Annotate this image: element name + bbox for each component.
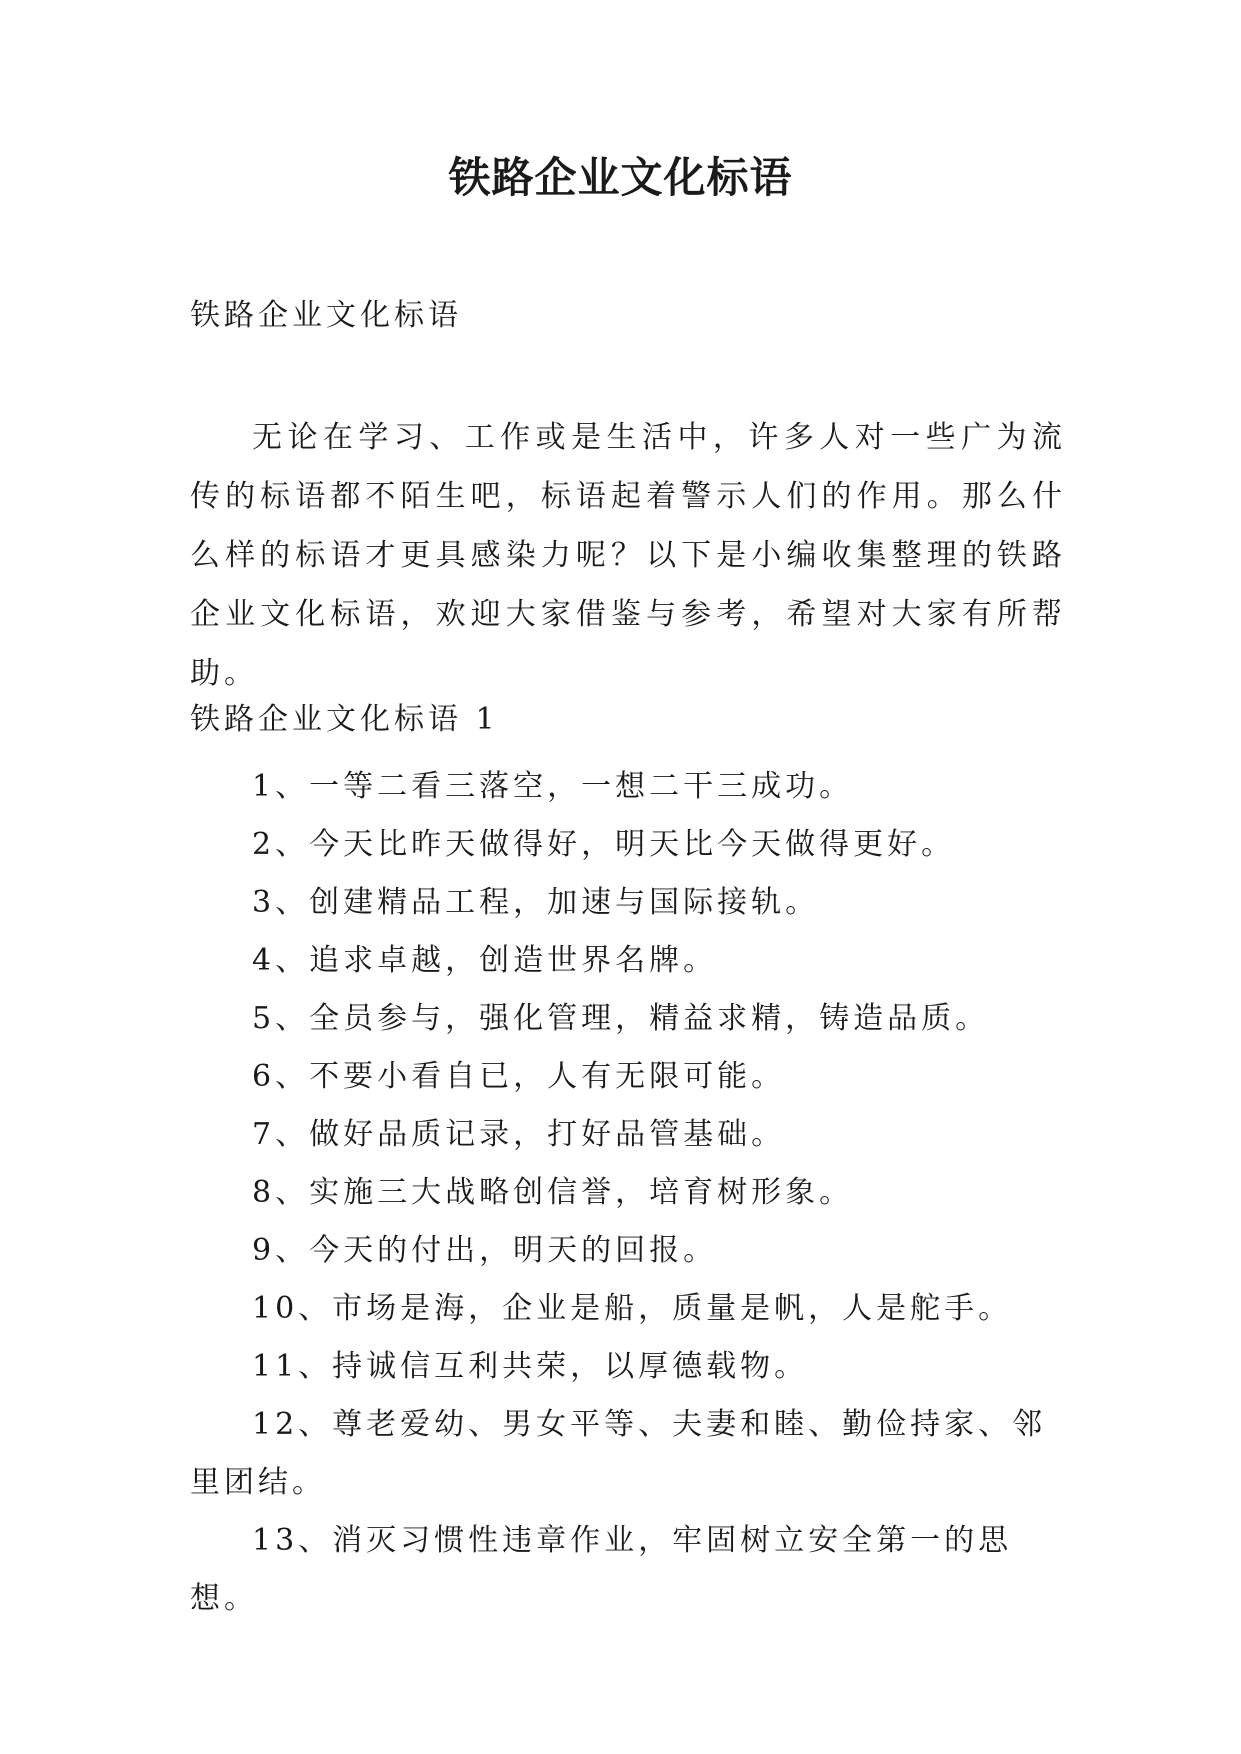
list-item: 1、一等二看三落空，一想二干三成功。: [252, 769, 854, 804]
list-item: 9、今天的付出，明天的回报。: [252, 1233, 718, 1268]
list-item: 4、追求卓越，创造世界名牌。: [252, 943, 718, 978]
list-item: 8、实施三大战略创信誉，培育树形象。: [252, 1175, 854, 1210]
list-item: 5、全员参与，强化管理，精益求精，铸造品质。: [252, 1001, 990, 1036]
intro-paragraph: 无论在学习、工作或是生活中，许多人对一些广为流传的标语都不陌生吧，标语起着警示人们的作用。那么什么样的标语才更具感染力呢？以下是小编收集整理的铁路企业文化标语，欢迎大家借鉴与参考，希望对大家有所帮助。: [190, 420, 1066, 691]
list-item: 10、市场是海，企业是船，质量是帆，人是舵手。: [252, 1291, 1013, 1326]
list-item: 12、尊老爱幼、男女平等、夫妻和睦、勤俭持家、邻里团结。: [190, 1407, 1047, 1500]
list-item: 2、今天比昨天做得好，明天比今天做得更好。: [252, 827, 956, 862]
slogan-list: [190, 758, 1080, 1628]
document-subtitle: 铁路企业文化标语: [190, 298, 462, 333]
list-item: 7、做好品质记录，打好品管基础。: [252, 1117, 786, 1152]
list-item: 3、创建精品工程，加速与国际接轨。: [252, 885, 820, 920]
list-item: 11、持诚信互利共荣，以厚德载物。: [252, 1349, 809, 1384]
list-item: 6、不要小看自已，人有无限可能。: [252, 1059, 786, 1094]
page-title: 铁路企业文化标语: [448, 153, 793, 202]
section-heading: 铁路企业文化标语 1: [190, 702, 499, 737]
list-item: 13、消灭习惯性违章作业，牢固树立安全第一的思想。: [190, 1523, 1013, 1616]
